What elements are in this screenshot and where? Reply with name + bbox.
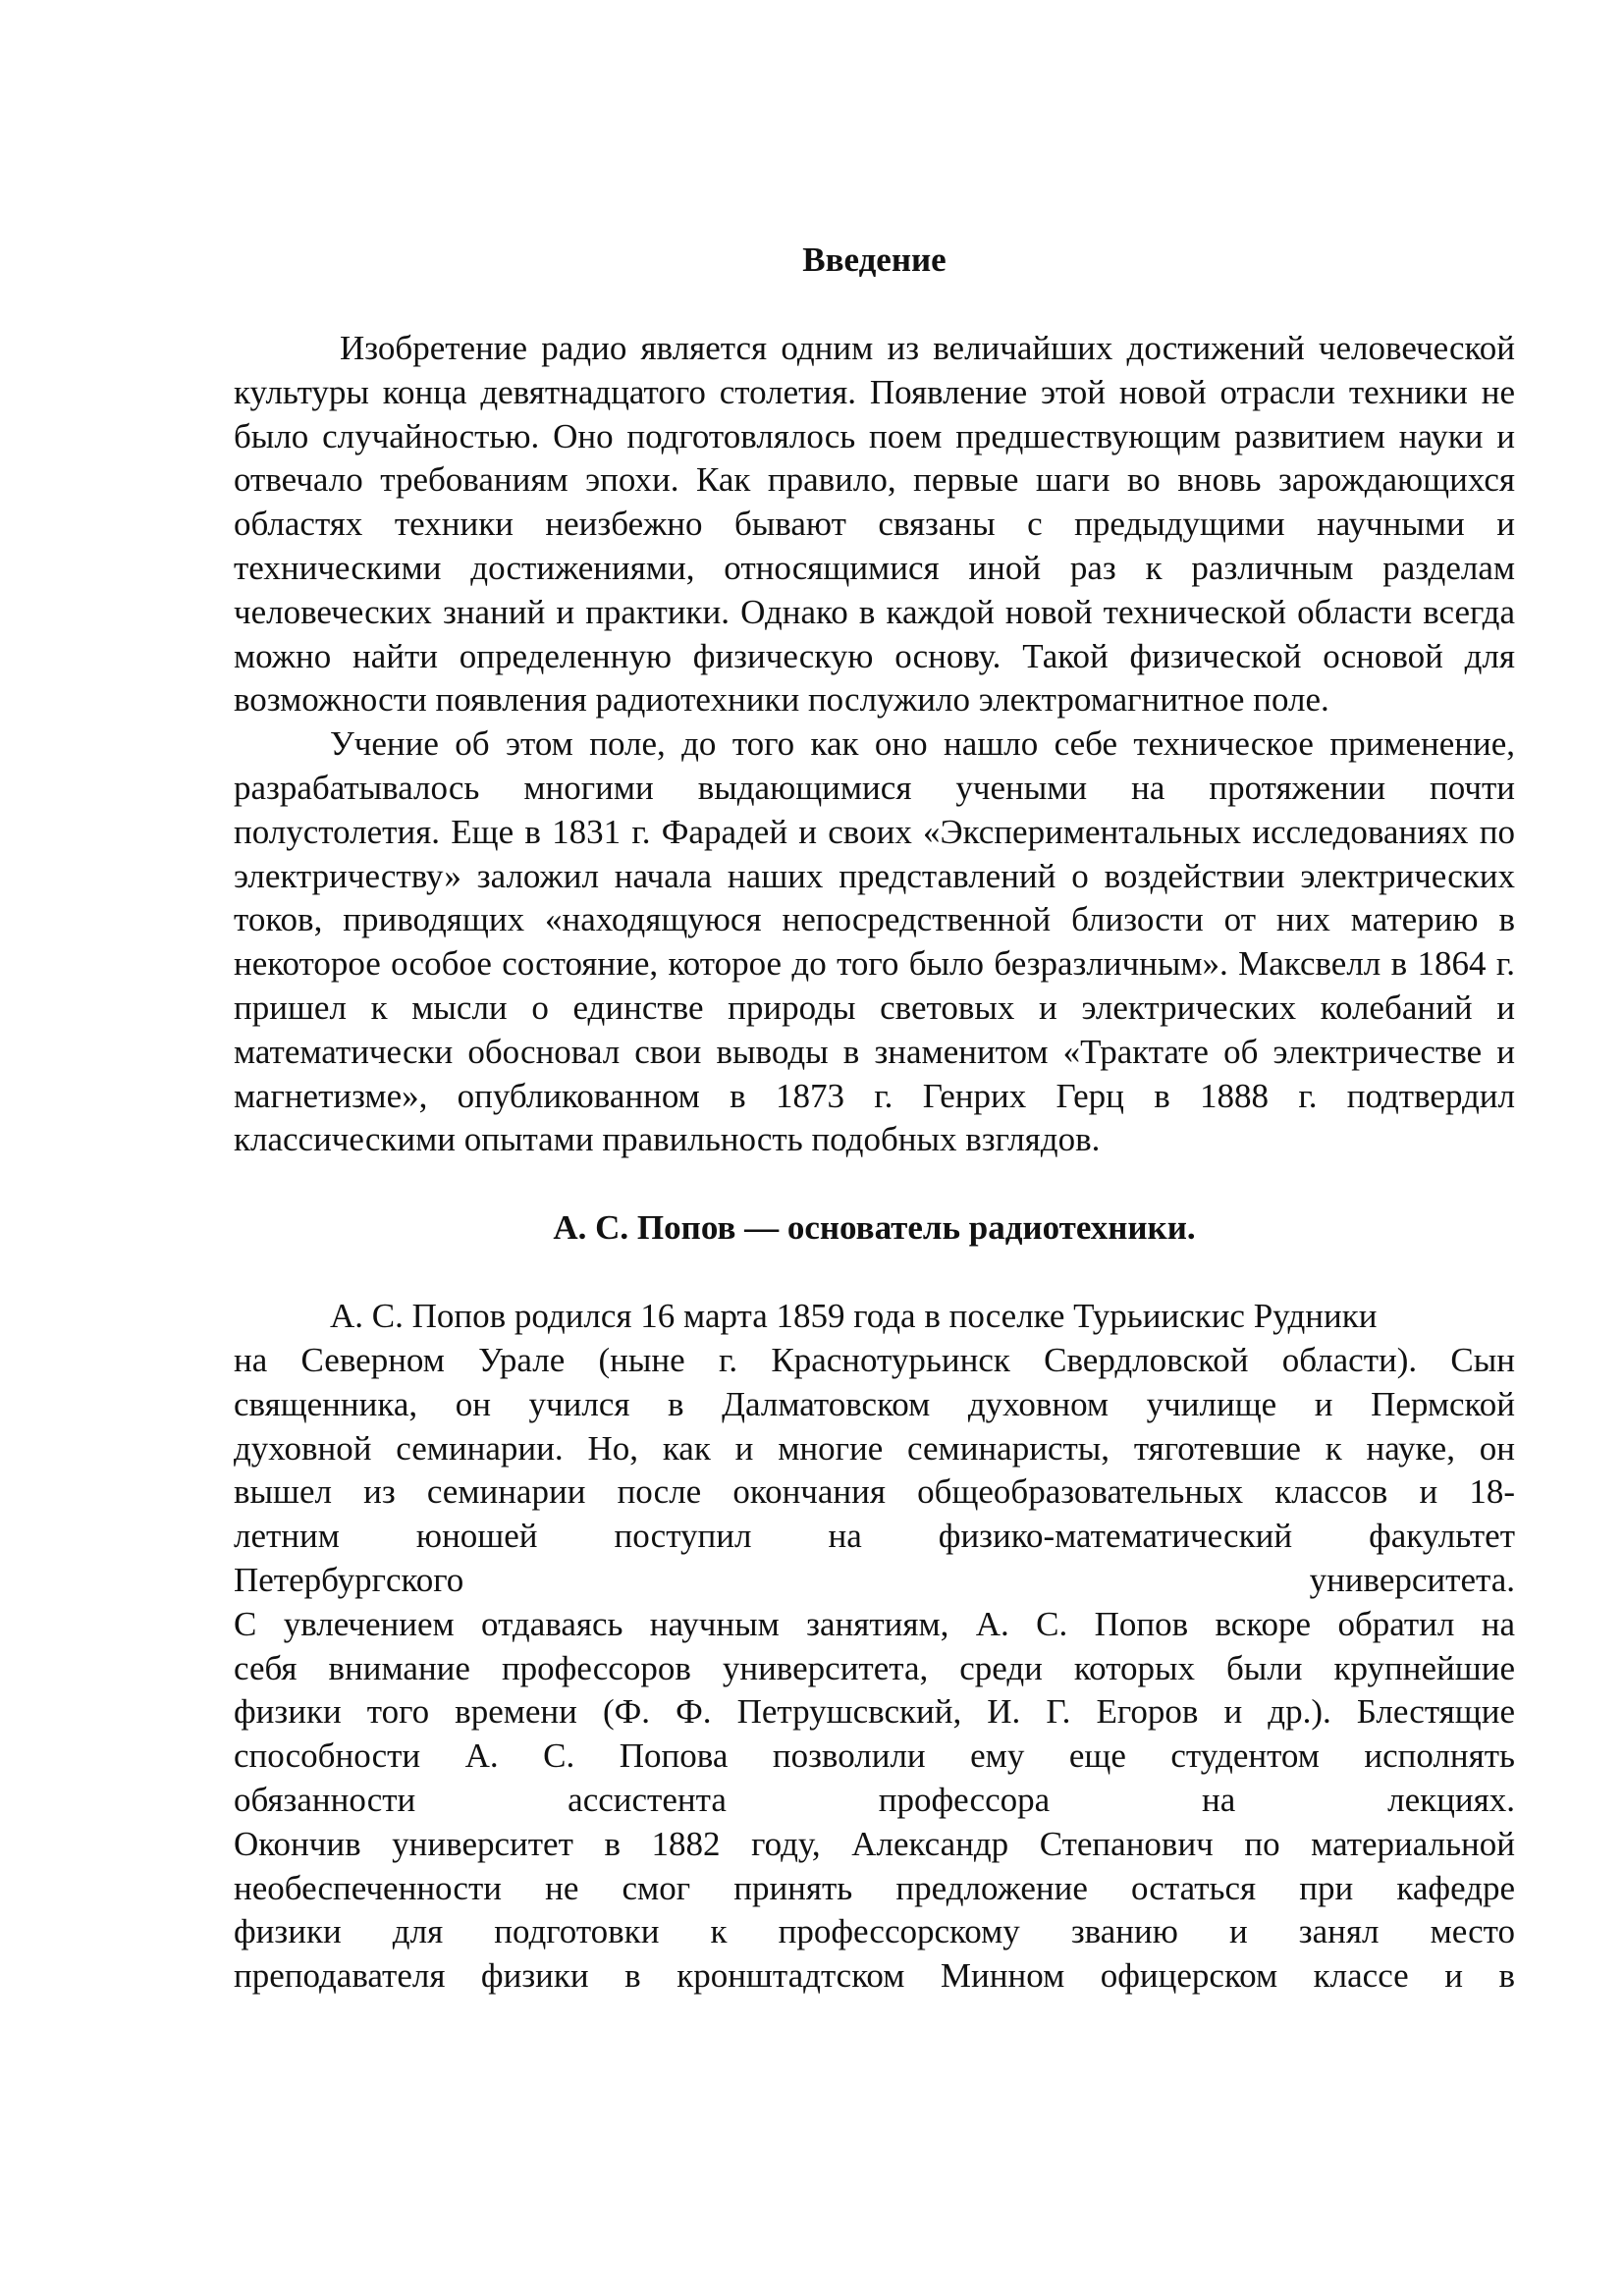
section-line: физики для подготовки к профессорскому званию и занял место	[234, 1912, 1515, 1951]
intro-paragraph-1: Изобретение радио является одним из величайших достижений человеческой культуры конца девятнадцатого столетия. Появление этой новой отрасли техники не было случайностью. Оно подготовлялось поем предшествующим развитием науки и отвечало требованиям эпохи. Как правило, первые шаги во вновь зарождающихся областях техники неизбежно бывают связаны с предыдущими научными и техническими достижениями, относящимися иной раз к различным разделам человеческих знаний и практики. Однако в каждой новой технической области всегда можно найти определенную физическую основу. Такой физической основой для возможности появления радиотехники послужило электромагнитное поле.	[234, 329, 1515, 720]
section-line: летним юношей поступил на физико-математический факультет	[234, 1517, 1515, 1556]
document-body	[234, 238, 1515, 1999]
section-line: преподавателя физики в кронштадтском Минном офицерском классе и в	[234, 1956, 1515, 1996]
section-line: С увлечением отдаваясь научным занятиям, А. С. Попов вскоре обратил на	[234, 1604, 1515, 1643]
section-line: себя внимание профессоров университета, среди которых были крупнейшие	[234, 1648, 1515, 1687]
section-line: Окончив университет в 1882 году, Александр Степанович по материальной	[234, 1824, 1515, 1863]
section-line: необеспеченности не смог принять предложение остаться при кафедре	[234, 1868, 1515, 1907]
section-line: священника, он учился в Далматовском духовном училище и Пермской	[234, 1384, 1515, 1423]
section-line: Петербургского университета.	[234, 1560, 1515, 1599]
section-line: обязанности ассистента профессора на лекциях.	[234, 1780, 1515, 1819]
section-line: способности А. С. Попова позволили ему еще студентом исполнять	[234, 1736, 1515, 1776]
section-line: духовной семинарии. Но, как и многие семинаристы, тяготевшие к науке, он	[234, 1428, 1515, 1468]
section-title: А. С. Попов — основатель радиотехники.	[553, 1208, 1196, 1248]
intro-paragraph-2: Учение об этом поле, до того как оно нашло себе техническое применение, разрабатывалось многими выдающимися учеными на протяжении почти полустолетия. Еще в 1831 г. Фарадей и своих «Экспериментальных исследованиях по электричеству» заложил начала наших представлений о воздействии электрических токов, приводящих «находящуюся непосредственной близости от них материю в некоторое особое состояние, которое до того было безразличным». Максвелл в 1864 г. пришел к мысли о единстве природы световых и электрических колебаний и математически обосновал свои выводы в знаменитом «Трактате об электричестве и магнетизме», опубликованном в 1873 г. Генрих Герц в 1888 г. подтвердил классическими опытами правильность подобных взглядов.	[234, 724, 1515, 1159]
section-line: на Северном Урале (ныне г. Краснотурьинск Свердловской области). Сын	[234, 1340, 1515, 1379]
section-line: физики того времени (Ф. Ф. Петрушсвский, И. Г. Егоров и др.). Блестящие	[234, 1692, 1515, 1732]
section-text	[234, 1295, 1515, 1999]
section-line: вышел из семинарии после окончания общеобразовательных классов и 18-	[234, 1472, 1515, 1512]
page-title: Введение	[802, 240, 947, 279]
section-line: А. С. Попов родился 16 марта 1859 года в поселке Турьиискис Рудники	[330, 1297, 1378, 1336]
